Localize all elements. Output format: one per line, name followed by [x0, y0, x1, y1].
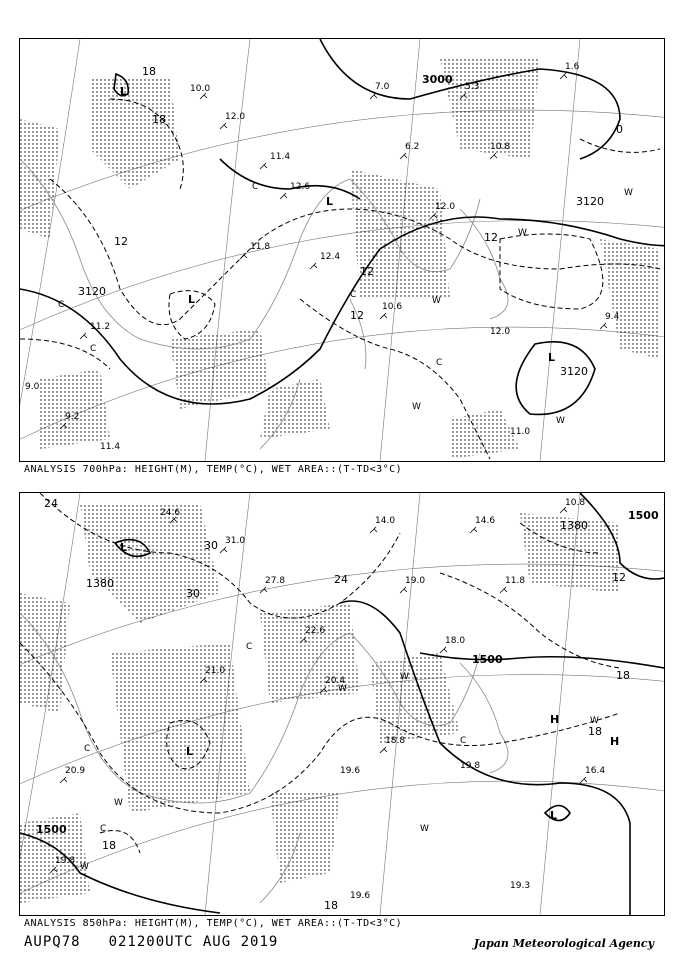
- height-label: 1500: [36, 823, 67, 836]
- low-center: L: [550, 809, 558, 822]
- svg-text:11.2: 11.2: [90, 322, 111, 332]
- svg-text:9.0: 9.0: [25, 382, 40, 392]
- svg-text:19.8: 19.8: [55, 856, 76, 866]
- svg-text:14.0: 14.0: [375, 516, 396, 526]
- map-700hpa: [19, 38, 665, 462]
- isotherm-label: 18: [152, 113, 166, 126]
- chart-code: AUPQ78: [24, 934, 81, 950]
- svg-text:19.0: 19.0: [405, 576, 426, 586]
- svg-text:16.4: 16.4: [585, 766, 606, 776]
- svg-text:24.6: 24.6: [160, 508, 181, 518]
- warm-mark: W: [412, 402, 421, 412]
- svg-text:12.6: 12.6: [290, 182, 311, 192]
- svg-text:10.8: 10.8: [490, 142, 511, 152]
- high-center: H: [550, 713, 560, 726]
- svg-text:21.0: 21.0: [205, 666, 226, 676]
- warm-mark: W: [624, 188, 633, 198]
- high-center: H: [610, 735, 620, 748]
- chart-id-line: [24, 934, 306, 950]
- warm-mark: W: [432, 296, 441, 306]
- svg-text:11.4: 11.4: [270, 152, 291, 162]
- svg-text:12.0: 12.0: [490, 327, 511, 337]
- cold-mark: C: [100, 824, 107, 834]
- cold-mark: C: [246, 642, 253, 652]
- svg-text:19.8: 19.8: [460, 761, 481, 771]
- svg-text:18.0: 18.0: [445, 636, 466, 646]
- isotherm-label: 12: [484, 231, 498, 244]
- map-700hpa-canvas: [20, 39, 664, 461]
- isotherm-label: 18: [102, 839, 116, 852]
- svg-text:5.3: 5.3: [465, 82, 480, 92]
- map-850hpa-canvas: [20, 493, 664, 915]
- cold-mark: C: [90, 344, 97, 354]
- warm-mark: W: [114, 798, 123, 808]
- svg-text:20.9: 20.9: [65, 766, 86, 776]
- warm-mark: W: [400, 672, 409, 682]
- isotherm-label: 18: [616, 669, 630, 682]
- low-center: L: [120, 85, 128, 98]
- svg-text:19.3: 19.3: [510, 881, 531, 891]
- cold-mark: C: [58, 300, 65, 310]
- isotherm-label: 12: [350, 309, 364, 322]
- height-label: 3000: [422, 73, 453, 86]
- svg-text:10.6: 10.6: [382, 302, 403, 312]
- height-label: 3120: [560, 365, 588, 378]
- svg-text:12.4: 12.4: [320, 252, 341, 262]
- cold-mark: C: [350, 290, 357, 300]
- svg-text:7.0: 7.0: [375, 82, 390, 92]
- warm-mark: W: [80, 862, 89, 872]
- svg-text:19.6: 19.6: [350, 891, 371, 901]
- svg-text:11.4: 11.4: [100, 442, 121, 452]
- svg-text:9.2: 9.2: [65, 412, 80, 422]
- svg-text:11.8: 11.8: [250, 242, 271, 252]
- low-center: L: [120, 541, 128, 554]
- svg-text:9.4: 9.4: [605, 312, 620, 322]
- height-label: 3120: [78, 285, 106, 298]
- height-label: 1500: [628, 509, 659, 522]
- height-label: 1500: [472, 653, 503, 666]
- svg-text:12.0: 12.0: [435, 202, 456, 212]
- svg-text:31.0: 31.0: [225, 536, 246, 546]
- svg-text:10.8: 10.8: [565, 498, 586, 508]
- svg-text:27.8: 27.8: [265, 576, 286, 586]
- low-center: L: [188, 293, 196, 306]
- height-label: 3120: [576, 195, 604, 208]
- svg-text:19.6: 19.6: [340, 766, 361, 776]
- warm-mark: W: [590, 716, 599, 726]
- caption-850hpa: ANALYSIS 850hPa: HEIGHT(M), TEMP(°C), WET AREA::(T-TD<3°C): [24, 918, 403, 929]
- isotherm-label: 30: [186, 587, 200, 600]
- low-center: L: [186, 745, 194, 758]
- svg-text:6.2: 6.2: [405, 142, 420, 152]
- valid-time: 021200UTC AUG 2019: [108, 934, 279, 950]
- isotherm-label: 12: [612, 571, 626, 584]
- cold-mark: C: [436, 358, 443, 368]
- cold-mark: C: [252, 182, 259, 192]
- isotherm-label: 18: [324, 899, 338, 912]
- height-label: 1380: [560, 519, 588, 532]
- isotherm-label: 30: [204, 539, 218, 552]
- isotherm-label: 12: [114, 235, 128, 248]
- svg-text:22.6: 22.6: [305, 626, 326, 636]
- warm-mark: W: [338, 684, 347, 694]
- isotherm-label: 18: [588, 725, 602, 738]
- agency-credit: Japan Meteorological Agency: [473, 937, 654, 950]
- warm-mark: W: [518, 228, 527, 238]
- svg-text:12.0: 12.0: [225, 112, 246, 122]
- map-850hpa: [19, 492, 665, 916]
- svg-text:14.6: 14.6: [475, 516, 496, 526]
- svg-text:1.6: 1.6: [565, 62, 580, 72]
- isotherm-label: 24: [44, 497, 58, 510]
- svg-text:11.8: 11.8: [505, 576, 526, 586]
- height-label: 1380: [86, 577, 114, 590]
- warm-mark: W: [556, 416, 565, 426]
- cold-mark: C: [84, 744, 91, 754]
- svg-text:11.0: 11.0: [510, 427, 531, 437]
- isotherm-label: 24: [334, 573, 348, 586]
- isotherm-label: 18: [142, 65, 156, 78]
- svg-text:20.4: 20.4: [325, 676, 346, 686]
- low-center: L: [326, 195, 334, 208]
- caption-700hpa: ANALYSIS 700hPa: HEIGHT(M), TEMP(°C), WET AREA::(T-TD<3°C): [24, 464, 403, 475]
- svg-text:18.8: 18.8: [385, 736, 406, 746]
- svg-text:10.0: 10.0: [190, 84, 211, 94]
- isotherm-label: 0: [616, 123, 623, 136]
- cold-mark: C: [460, 736, 467, 746]
- warm-mark: W: [420, 824, 429, 834]
- low-center: L: [548, 351, 556, 364]
- isotherm-label: 12: [360, 265, 374, 278]
